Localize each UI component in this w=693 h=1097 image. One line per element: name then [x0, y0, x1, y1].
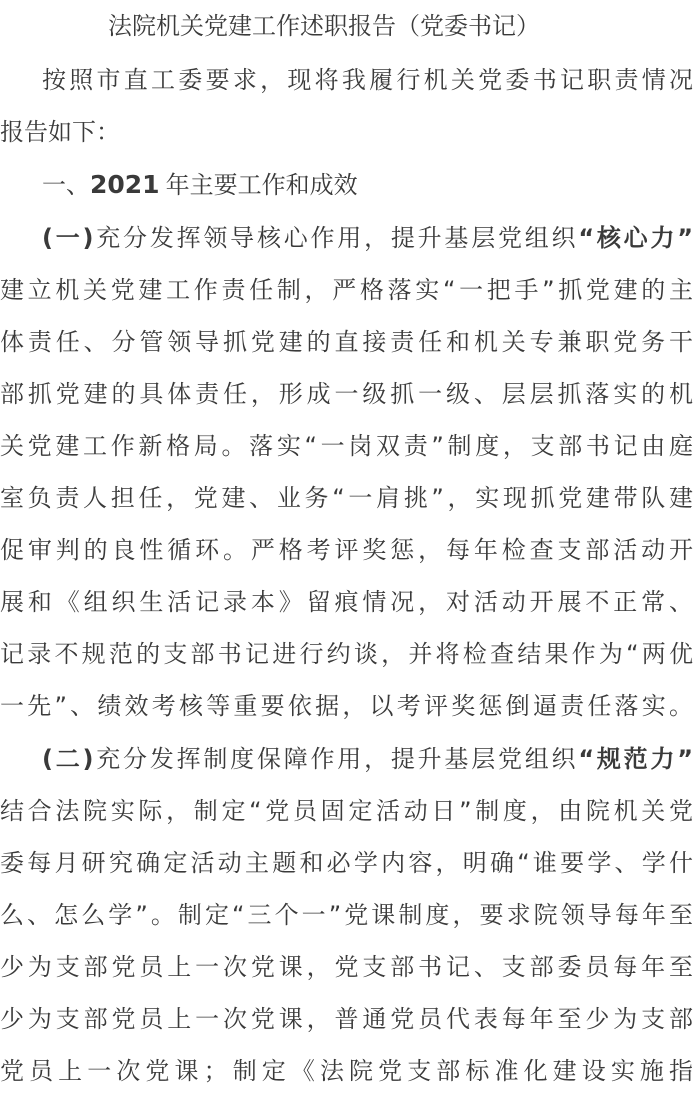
p1-heading: [42, 218, 693, 258]
section-prefix: 一、: [42, 171, 90, 199]
p1-heading-mid: 充分发挥领导核心作用，提升基层党组织: [93, 224, 579, 252]
p1-line: [0, 686, 693, 726]
p1-line-text: 关党建工作新格局。落实“一岗双责”制度，支部书记由庭: [0, 432, 693, 460]
p1-line-text: 一先”、绩效考核等重要依据，以考评奖惩倒逼责任落实。: [0, 692, 693, 720]
p2-heading-end: “规范力”: [578, 745, 693, 773]
title-text: 法院机关党建工作述职报告（党委书记）: [108, 12, 540, 40]
p1-line: [0, 270, 693, 310]
p1-line: [0, 634, 693, 674]
p1-line: [0, 374, 693, 414]
intro-text-1: 按照市直工委要求，现将我履行机关党委书记职责情况: [42, 66, 693, 94]
p1-line-text: 室负责人担任，党建、业务“一肩挑”，实现抓党建带队建: [0, 484, 693, 512]
p2-line: [0, 999, 693, 1039]
intro-line-1: [42, 60, 693, 100]
intro-line-2: [0, 112, 693, 152]
section-year: 2021: [90, 170, 160, 199]
p2-line-text: 结合法院实际，制定“党员固定活动日”制度，由院机关党: [0, 797, 693, 825]
p2-line: [0, 895, 693, 935]
p1-line: [0, 426, 693, 466]
p2-line-text: 党员上一次党课；制定《法院党支部标准化建设实施指: [0, 1057, 693, 1085]
p1-line-text: 展和《组织生活记录本》留痕情况，对活动开展不正常、: [0, 588, 693, 616]
p2-heading-num: (二): [42, 745, 94, 773]
p1-line-text: 记录不规范的支部书记进行约谈，并将检查结果作为“两优: [0, 640, 693, 668]
p1-line: [0, 582, 693, 622]
p1-line: [0, 478, 693, 518]
p1-heading-num: (一): [42, 224, 94, 252]
p2-line-text: 少为支部党员上一次党课，普通党员代表每年至少为支部: [0, 1005, 693, 1033]
p2-heading: [42, 739, 693, 779]
document-title: [108, 6, 693, 46]
p2-line: [0, 1051, 693, 1091]
section-rest: 年主要工作和成效: [165, 171, 358, 199]
p1-heading-end: “核心力”: [578, 224, 693, 252]
p1-line: [0, 530, 693, 570]
p2-line-text: 少为支部党员上一次党课，党支部书记、支部委员每年至: [0, 953, 693, 981]
p1-line-text: 体责任、分管领导抓党建的直接责任和机关专兼职党务干: [0, 328, 693, 356]
p2-heading-mid: 充分发挥制度保障作用，提升基层党组织: [93, 745, 579, 773]
p1-line-text: 促审判的良性循环。严格考评奖惩，每年检查支部活动开: [0, 536, 693, 564]
p1-line: [0, 322, 693, 362]
p1-line-text: 建立机关党建工作责任制，严格落实“一把手”抓党建的主: [0, 276, 693, 304]
p2-line: [0, 947, 693, 987]
p2-line: [0, 791, 693, 831]
p2-line: [0, 843, 693, 883]
intro-text-2: 报告如下：: [0, 118, 120, 146]
section-heading: [42, 165, 693, 205]
p2-line-text: 么、怎么学”。制定“三个一”党课制度，要求院领导每年至: [0, 901, 693, 929]
p2-line-text: 委每月研究确定活动主题和必学内容，明确“谁要学、学什: [0, 849, 693, 877]
p1-line-text: 部抓党建的具体责任，形成一级抓一级、层层抓落实的机: [0, 380, 693, 408]
